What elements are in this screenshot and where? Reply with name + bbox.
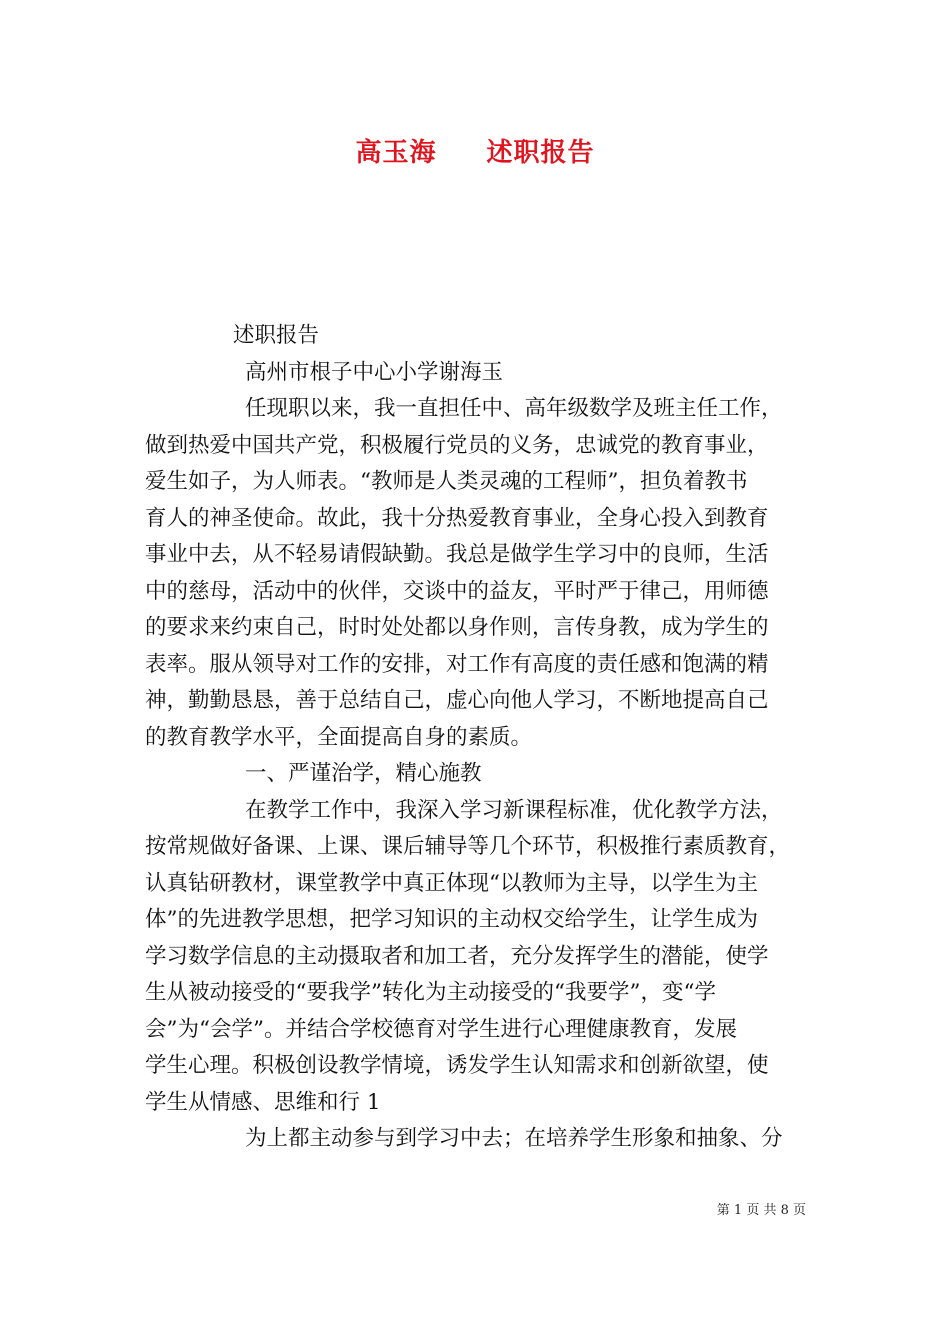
- text-line: 认真钻研教材，课堂教学中真正体现“以教师为主导，以学生为主: [145, 870, 758, 896]
- text-line: 学生从情感、思维和行 1: [145, 1089, 381, 1115]
- text-line: 生从被动接受的“要我学”转化为主动接受的“我要学”，变“学: [145, 980, 716, 1005]
- page-number: 第 1 页 共 8 页: [716, 1203, 806, 1218]
- document-body: [145, 318, 807, 1158]
- text-line: 述职报告: [233, 323, 320, 348]
- text-line: 做到热爱中国共产党，积极履行党员的义务，忠诚党的教育事业，: [145, 432, 769, 458]
- text-line: 学习数学信息的主动摄取者和加工者，充分发挥学生的潜能，使学: [145, 943, 769, 969]
- text-line: 事业中去，从不轻易请假缺勤。我总是做学生学习中的良师，生活: [145, 542, 769, 567]
- text-line: 按常规做好备课、上课、课后辅导等几个环节，积极推行素质教育，: [145, 834, 791, 859]
- text-line: 一、严谨治学，精心施教: [245, 761, 482, 786]
- text-line: 育人的神圣使命。故此，我十分热爱教育事业，全身心投入到教育: [145, 505, 769, 531]
- text-line: 学生心理。积极创设教学情境，诱发学生认知需求和创新欲望，使: [145, 1053, 769, 1078]
- text-line: 神，勤勤恳恳，善于总结自己，虚心向他人学习，不断地提高自己: [145, 688, 769, 713]
- text-line: 高州市根子中心小学谢海玉: [245, 359, 504, 385]
- text-line: 任现职以来，我一直担任中、高年级数学及班主任工作，: [245, 396, 783, 421]
- text-line: 体”的先进教学思想，把学习知识的主动权交给学生，让学生成为: [145, 907, 758, 932]
- text-line: 表率。服从领导对工作的安排，对工作有高度的责任感和饱满的精: [145, 651, 769, 677]
- title-text: 述职报告: [486, 138, 595, 168]
- text-line: 在教学工作中，我深入学习新课程标准，优化教学方法，: [245, 797, 783, 823]
- text-line: 会”为“会学”。并结合学校德育对学生进行心理健康教育，发展: [145, 1016, 737, 1042]
- text-line: 爱生如子，为人师表。“教师是人类灵魂的工程师”，担负着教书: [145, 469, 748, 494]
- text-line: 的教育教学水平，全面提高自身的素质。: [145, 724, 533, 750]
- document-title: [0, 132, 950, 169]
- text-line: 为上都主动参与到学习中去；在培养学生形象和抽象、分: [245, 1126, 783, 1151]
- text-line: 的要求来约束自己，时时处处都以身作则，言传身教，成为学生的: [145, 615, 769, 640]
- author-name: 高玉海: [355, 138, 437, 168]
- text-line: 中的慈母，活动中的伙伴，交谈中的益友，平时严于律己，用师德: [145, 578, 769, 604]
